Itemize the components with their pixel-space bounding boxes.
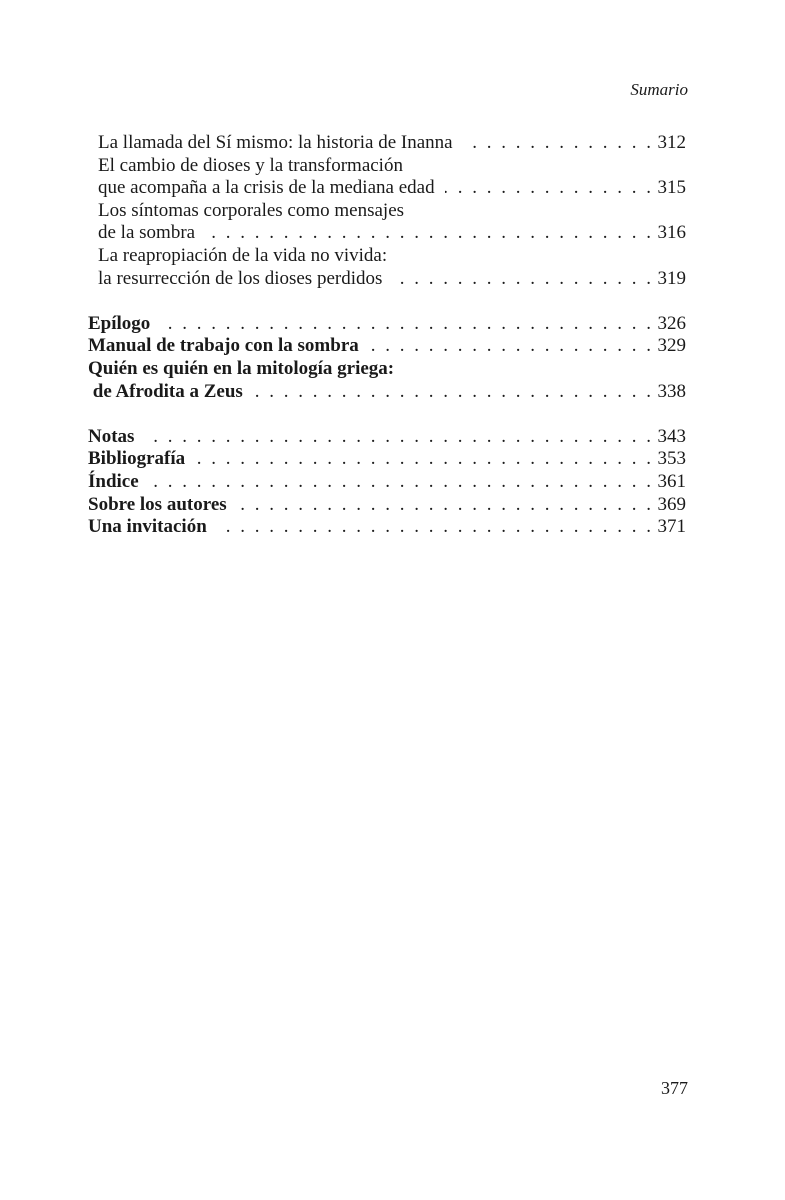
dot-leader bbox=[253, 381, 654, 404]
toc-entry-title-line: Los síntomas corporales como mensajes bbox=[98, 199, 405, 221]
toc-page-number: 343 bbox=[657, 425, 686, 447]
toc-entry-title: que acompaña a la crisis de la mediana edad bbox=[98, 177, 435, 199]
dot-leader bbox=[205, 222, 653, 245]
toc-entry-indice[interactable] bbox=[88, 471, 686, 494]
dot-leader bbox=[144, 426, 653, 449]
toc-entry-title: la resurrección de los dioses perdidos bbox=[98, 267, 383, 289]
dot-leader bbox=[237, 494, 654, 517]
toc-entry-sintomas-corporales[interactable] bbox=[88, 200, 686, 245]
toc-page-number: 315 bbox=[657, 177, 686, 199]
toc-entry-title: La llamada del Sí mismo: la historia de Inanna bbox=[98, 132, 453, 153]
dot-leader bbox=[463, 132, 654, 155]
toc-entry-quien-es-quien[interactable] bbox=[88, 358, 686, 403]
toc-entry-title-line: El cambio de dioses y la transformación bbox=[98, 154, 403, 176]
toc-entry-title: Epílogo bbox=[88, 312, 151, 334]
toc-entry-epilogo[interactable] bbox=[88, 313, 686, 336]
toc-entry-title-line: La reapropiación de la vida no vivida: bbox=[98, 244, 388, 266]
toc-entry-manual-de-trabajo[interactable] bbox=[88, 335, 686, 358]
toc-page-number: 353 bbox=[657, 448, 686, 470]
toc-entry-sobre-los-autores[interactable] bbox=[88, 494, 686, 517]
toc-page-number: 361 bbox=[657, 470, 686, 492]
toc-entry-title: Una invitación bbox=[88, 516, 207, 538]
table-of-contents bbox=[88, 132, 686, 539]
toc-entry-title: de la sombra bbox=[98, 222, 196, 244]
toc-page-number: 319 bbox=[657, 267, 686, 289]
toc-entry-cambio-de-dioses[interactable] bbox=[88, 155, 686, 200]
toc-page-number: 312 bbox=[657, 132, 686, 153]
toc-entry-title: Sobre los autores bbox=[88, 493, 227, 515]
toc-entry-title-line: Quién es quién en la mitología griega: bbox=[88, 357, 395, 379]
toc-entry-bibliografia[interactable] bbox=[88, 448, 686, 471]
dot-leader bbox=[217, 516, 654, 539]
dot-leader bbox=[195, 448, 653, 471]
dot-leader bbox=[392, 268, 653, 291]
toc-entry-inanna[interactable] bbox=[88, 132, 686, 155]
toc-entry-title: Bibliografía bbox=[88, 448, 186, 470]
toc-entry-title: Notas bbox=[88, 425, 135, 447]
toc-page-number: 369 bbox=[657, 493, 686, 515]
dot-leader bbox=[445, 177, 654, 200]
toc-entry-una-invitacion[interactable] bbox=[88, 516, 686, 539]
running-header: Sumario bbox=[630, 80, 688, 99]
toc-entry-reapropiacion[interactable] bbox=[88, 245, 686, 290]
toc-page-number: 329 bbox=[657, 335, 686, 357]
dot-leader bbox=[149, 471, 654, 494]
page-number: 377 bbox=[661, 1078, 688, 1098]
toc-page-number: 371 bbox=[657, 516, 686, 538]
toc-page-number: 338 bbox=[657, 380, 686, 402]
dot-leader bbox=[160, 313, 653, 336]
toc-page-number: 326 bbox=[657, 312, 686, 334]
toc-entry-title: Manual de trabajo con la sombra bbox=[88, 335, 359, 357]
toc-entry-title: de Afrodita a Zeus bbox=[88, 380, 243, 402]
toc-page-number: 316 bbox=[657, 222, 686, 244]
dot-leader bbox=[369, 335, 654, 358]
toc-entry-title: Índice bbox=[88, 470, 139, 492]
toc-entry-notas[interactable] bbox=[88, 426, 686, 449]
